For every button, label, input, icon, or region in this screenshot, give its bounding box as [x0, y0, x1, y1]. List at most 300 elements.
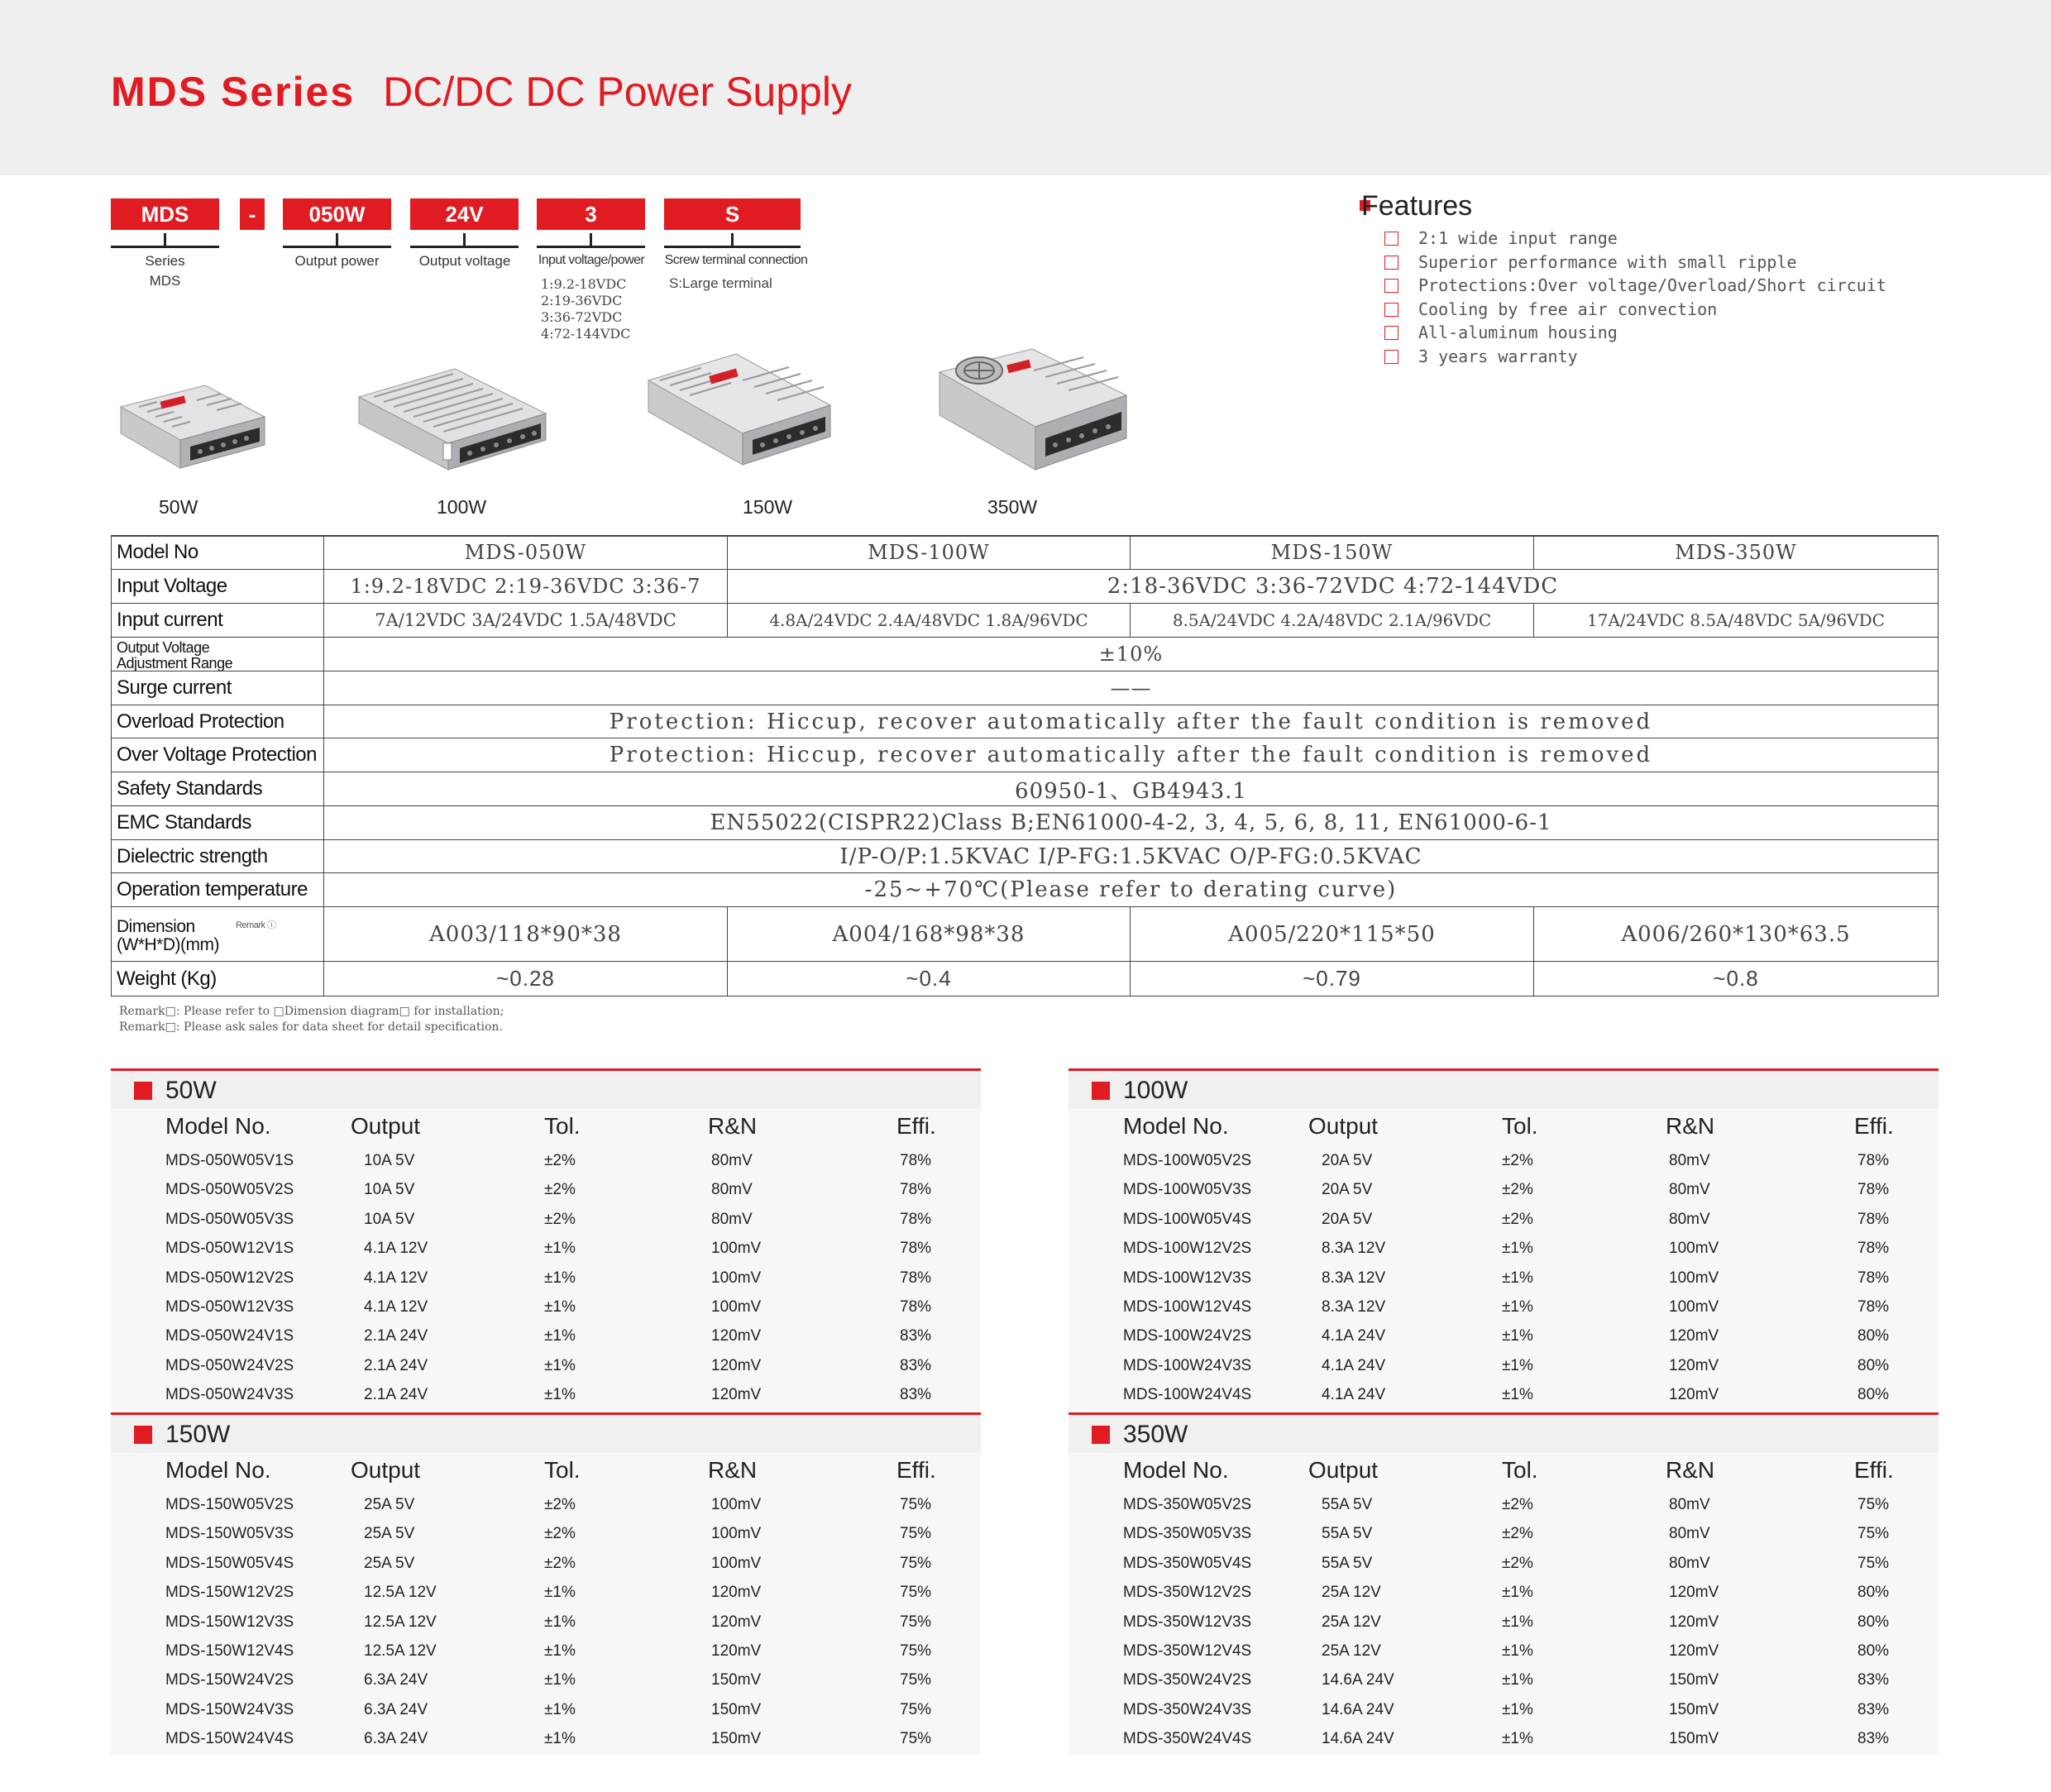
- table-cell: ±2%: [544, 1554, 576, 1572]
- checkbox-icon: [1384, 232, 1398, 246]
- column-header: R&N: [708, 1113, 758, 1139]
- table-cell: 75%: [900, 1671, 932, 1689]
- table-cell: MDS-050W05V2S: [165, 1181, 294, 1199]
- spec-value: 7A/12VDC 3A/24VDC 1.5A/48VDC: [324, 604, 728, 638]
- checkbox-icon: [1384, 256, 1398, 270]
- table-cell: 4.1A 24V: [1322, 1386, 1386, 1404]
- table-cell: 80mV: [1669, 1181, 1710, 1199]
- column-header: Tol.: [544, 1457, 581, 1483]
- spec-value: -25~+70℃(Please refer to derating curve): [324, 873, 1939, 907]
- table-cell: ±1%: [1502, 1730, 1533, 1748]
- features-title: Features: [1361, 190, 1473, 222]
- code-box-voltage: 24V: [410, 198, 519, 230]
- table-cell: 120mV: [1669, 1356, 1719, 1374]
- table-cell: ±1%: [1502, 1240, 1533, 1258]
- spec-label: Weight (Kg): [111, 962, 324, 996]
- product-label-350w: 350W: [987, 496, 1038, 518]
- table-cell: 78%: [900, 1240, 932, 1258]
- table-cell: 80mV: [711, 1152, 753, 1169]
- table-cell: 120mV: [1669, 1584, 1719, 1602]
- spec-value: ~0.79: [1131, 962, 1534, 996]
- input-option-3: 3:36-72VDC: [541, 309, 623, 325]
- table-cell: 14.6A 24V: [1322, 1730, 1394, 1748]
- table-cell: 14.6A 24V: [1322, 1700, 1394, 1718]
- table-cell: MDS-350W12V2S: [1123, 1584, 1252, 1602]
- input-option-2: 2:19-36VDC: [541, 293, 623, 308]
- column-header: R&N: [708, 1457, 758, 1483]
- spec-value: ~0.28: [324, 962, 728, 996]
- table-cell: ±2%: [544, 1496, 576, 1513]
- product-image-100w: [354, 364, 551, 473]
- spec-value: A005/220*115*50: [1131, 907, 1534, 962]
- code-box-input: 3: [537, 198, 645, 230]
- feature-item: 3 years warranty: [1384, 345, 1886, 369]
- table-title-bar: [1069, 1415, 1939, 1453]
- table-cell: 78%: [1857, 1210, 1890, 1228]
- spec-label: Model No: [111, 535, 324, 570]
- spec-value: ——: [324, 671, 1939, 705]
- table-cell: 10A 5V: [364, 1181, 415, 1199]
- table-cell: ±1%: [544, 1386, 576, 1404]
- spec-value: MDS-150W: [1131, 535, 1534, 570]
- column-header: Effi.: [896, 1113, 936, 1139]
- code-box-terminal: S: [664, 198, 801, 230]
- column-header: Effi.: [1854, 1457, 1894, 1483]
- page-title: [111, 68, 852, 116]
- page-subtitle: DC/DC DC Power Supply: [383, 69, 852, 115]
- table-cell: 75%: [900, 1584, 932, 1602]
- table-cell: MDS-100W12V4S: [1123, 1298, 1252, 1316]
- table-cell: 80%: [1857, 1613, 1890, 1631]
- table-cell: MDS-050W24V2S: [165, 1356, 294, 1374]
- table-cell: 4.1A 12V: [364, 1269, 428, 1287]
- table-cell: MDS-150W24V2S: [165, 1671, 294, 1689]
- product-label-150w: 150W: [743, 496, 793, 518]
- table-cell: ±1%: [544, 1671, 576, 1689]
- table-cell: 100mV: [711, 1496, 762, 1513]
- table-cell: 78%: [900, 1269, 932, 1287]
- table-cell: MDS-050W24V1S: [165, 1327, 294, 1345]
- remark-note: Remark ⓘ: [235, 920, 276, 930]
- table-cell: 12.5A 12V: [364, 1584, 437, 1602]
- table-cell: 80mV: [711, 1181, 753, 1199]
- table-bullet: [1092, 1426, 1110, 1444]
- table-cell: 100mV: [711, 1525, 762, 1543]
- column-header: Tol.: [1502, 1113, 1538, 1139]
- code-label-terminal: Screw terminal connection: [664, 253, 808, 267]
- table-title: 350W: [1123, 1421, 1188, 1448]
- table-cell: 78%: [900, 1298, 932, 1316]
- table-cell: 80mV: [1669, 1525, 1710, 1543]
- table-cell: MDS-150W05V2S: [165, 1496, 294, 1513]
- table-cell: ±2%: [1502, 1554, 1533, 1572]
- table-cell: MDS-100W05V2S: [1123, 1152, 1252, 1169]
- table-cell: 80mV: [1669, 1152, 1710, 1169]
- column-header: Model No.: [165, 1113, 271, 1139]
- table-cell: 6.3A 24V: [364, 1671, 428, 1689]
- table-cell: ±1%: [1502, 1269, 1533, 1287]
- column-header: Effi.: [896, 1457, 936, 1483]
- column-header: Model No.: [165, 1457, 271, 1483]
- table-cell: MDS-100W24V3S: [1123, 1356, 1252, 1374]
- feature-item: Protections:Over voltage/Overload/Short circuit: [1384, 274, 1886, 298]
- product-label-50w: 50W: [159, 496, 198, 518]
- table-cell: ±1%: [544, 1240, 576, 1258]
- table-cell: MDS-150W12V4S: [165, 1642, 294, 1660]
- table-cell: 120mV: [1669, 1327, 1719, 1345]
- table-bullet: [134, 1426, 152, 1444]
- spec-label: Overload Protection: [111, 705, 324, 738]
- checkbox-icon: [1384, 303, 1398, 317]
- table-cell: ±2%: [1502, 1210, 1533, 1228]
- table-cell: ±2%: [544, 1210, 576, 1228]
- table-cell: 20A 5V: [1322, 1181, 1373, 1199]
- spec-value: 60950-1、GB4943.1: [324, 772, 1939, 806]
- table-cell: 78%: [1857, 1152, 1890, 1169]
- model-table-50w: [111, 1068, 981, 1403]
- table-cell: MDS-350W05V4S: [1123, 1554, 1252, 1572]
- table-cell: 75%: [1857, 1496, 1890, 1513]
- table-cell: ±2%: [544, 1181, 576, 1199]
- table-cell: 83%: [1857, 1730, 1890, 1748]
- table-cell: ±2%: [1502, 1496, 1533, 1513]
- table-cell: ±1%: [544, 1356, 576, 1374]
- table-cell: 120mV: [711, 1327, 762, 1345]
- table-cell: MDS-350W24V2S: [1123, 1671, 1252, 1689]
- spec-value: MDS-100W: [728, 535, 1131, 570]
- table-cell: ±2%: [544, 1152, 576, 1169]
- table-cell: 83%: [900, 1356, 932, 1374]
- terminal-option: S:Large terminal: [669, 275, 772, 291]
- spec-value: 1:9.2-18VDC 2:19-36VDC 3:36-7: [324, 570, 728, 604]
- table-cell: ±1%: [544, 1327, 576, 1345]
- table-cell: 10A 5V: [364, 1152, 415, 1169]
- table-cell: MDS-150W12V3S: [165, 1613, 294, 1631]
- code-label-voltage: Output voltage: [418, 253, 511, 269]
- table-cell: MDS-050W05V1S: [165, 1152, 294, 1169]
- table-cell: ±1%: [1502, 1642, 1533, 1660]
- table-cell: 100mV: [711, 1554, 762, 1572]
- table-cell: ±1%: [1502, 1700, 1533, 1718]
- series-name: MDS Series: [111, 69, 356, 115]
- table-cell: 2.1A 24V: [364, 1386, 428, 1404]
- table-cell: 150mV: [711, 1671, 762, 1689]
- model-table-350w: [1069, 1412, 1939, 1747]
- table-cell: 25A 12V: [1322, 1613, 1381, 1631]
- feature-item: Superior performance with small ripple: [1384, 251, 1886, 275]
- code-tick: [164, 233, 166, 246]
- spec-value: ~0.8: [1534, 962, 1939, 996]
- table-cell: 10A 5V: [364, 1210, 415, 1228]
- table-cell: ±1%: [1502, 1298, 1533, 1316]
- table-cell: MDS-350W12V4S: [1123, 1642, 1252, 1660]
- code-tick: [731, 233, 734, 246]
- code-sub-series: MDS: [149, 273, 181, 289]
- table-cell: MDS-050W12V3S: [165, 1298, 294, 1316]
- spec-value: MDS-350W: [1534, 535, 1939, 570]
- model-table-150w: [111, 1412, 981, 1747]
- table-title-bar: [111, 1415, 981, 1453]
- table-cell: ±2%: [1502, 1181, 1533, 1199]
- checkbox-icon: [1384, 279, 1398, 293]
- table-cell: 75%: [1857, 1525, 1890, 1543]
- input-option-1: 1:9.2-18VDC: [541, 276, 627, 292]
- product-image-350w: [935, 346, 1133, 475]
- table-cell: ±1%: [1502, 1356, 1533, 1374]
- table-cell: 100mV: [1669, 1298, 1719, 1316]
- spec-value: MDS-050W: [324, 535, 728, 570]
- code-tick: [336, 233, 338, 246]
- table-cell: 120mV: [711, 1356, 762, 1374]
- table-title-bar: [111, 1071, 981, 1109]
- spec-table: [111, 535, 1939, 998]
- table-cell: MDS-150W24V3S: [165, 1700, 294, 1718]
- table-cell: MDS-100W05V3S: [1123, 1181, 1252, 1199]
- column-header: Effi.: [1854, 1113, 1894, 1139]
- table-cell: 78%: [1857, 1298, 1890, 1316]
- table-cell: 150mV: [1669, 1700, 1719, 1718]
- table-cell: 120mV: [1669, 1386, 1719, 1404]
- column-header: R&N: [1666, 1113, 1715, 1139]
- table-cell: 80mV: [1669, 1496, 1710, 1513]
- column-header: Tol.: [1502, 1457, 1538, 1483]
- checkbox-icon: [1384, 326, 1398, 340]
- table-cell: 100mV: [711, 1298, 762, 1316]
- table-cell: 6.3A 24V: [364, 1700, 428, 1718]
- table-cell: 55A 5V: [1322, 1525, 1373, 1543]
- spec-value: A003/118*90*38: [324, 907, 728, 962]
- table-cell: 80%: [1857, 1386, 1890, 1404]
- spec-label: Output Voltage Adjustment Range: [111, 638, 324, 671]
- table-cell: 150mV: [711, 1730, 762, 1748]
- table-cell: 25A 5V: [364, 1496, 415, 1513]
- table-cell: MDS-050W12V1S: [165, 1240, 294, 1258]
- feature-item: All-aluminum housing: [1384, 321, 1886, 345]
- table-cell: 120mV: [1669, 1613, 1719, 1631]
- table-cell: 75%: [900, 1554, 932, 1572]
- table-cell: ±1%: [544, 1700, 576, 1718]
- table-cell: 75%: [900, 1730, 932, 1748]
- table-cell: 4.1A 24V: [1322, 1327, 1386, 1345]
- column-header: Model No.: [1123, 1113, 1229, 1139]
- table-title: 100W: [1123, 1077, 1188, 1104]
- spec-label: EMC Standards: [111, 806, 324, 840]
- table-cell: 6.3A 24V: [364, 1730, 428, 1748]
- table-cell: 75%: [900, 1525, 932, 1543]
- table-cell: 14.6A 24V: [1322, 1671, 1394, 1689]
- table-cell: 120mV: [711, 1642, 762, 1660]
- code-box-series: MDS: [111, 198, 219, 230]
- table-cell: 75%: [900, 1642, 932, 1660]
- table-cell: 80%: [1857, 1584, 1890, 1602]
- spec-value: I/P-O/P:1.5KVAC I/P-FG:1.5KVAC O/P-FG:0.5KVAC: [324, 840, 1939, 873]
- table-cell: 25A 12V: [1322, 1642, 1381, 1660]
- spec-remarks: [119, 1004, 504, 1035]
- table-cell: 80mV: [1669, 1554, 1710, 1572]
- table-cell: MDS-100W24V2S: [1123, 1327, 1252, 1345]
- table-cell: 75%: [900, 1613, 932, 1631]
- remark-line: Remark□: Please refer to □Dimension diagram□ for installation;: [119, 1005, 504, 1018]
- code-label-input: Input voltage/power: [538, 253, 645, 267]
- table-cell: ±1%: [1502, 1671, 1533, 1689]
- code-tick: [463, 233, 466, 246]
- table-cell: ±1%: [544, 1584, 576, 1602]
- table-cell: ±1%: [1502, 1613, 1533, 1631]
- table-cell: 78%: [900, 1181, 932, 1199]
- input-option-4: 4:72-144VDC: [541, 326, 631, 342]
- table-cell: MDS-350W24V4S: [1123, 1730, 1252, 1748]
- table-cell: 83%: [1857, 1671, 1890, 1689]
- table-cell: ±1%: [544, 1642, 576, 1660]
- table-cell: 12.5A 12V: [364, 1642, 437, 1660]
- table-cell: MDS-350W12V3S: [1123, 1613, 1252, 1631]
- table-cell: 120mV: [711, 1613, 762, 1631]
- spec-value: 17A/24VDC 8.5A/48VDC 5A/96VDC: [1534, 604, 1939, 638]
- table-cell: ±2%: [1502, 1525, 1533, 1543]
- table-cell: 100mV: [711, 1269, 762, 1287]
- table-cell: ±1%: [544, 1613, 576, 1631]
- table-cell: MDS-050W12V2S: [165, 1269, 294, 1287]
- spec-label: Operation temperature: [111, 873, 324, 907]
- table-cell: 20A 5V: [1322, 1152, 1373, 1169]
- features-list: [1384, 227, 1886, 368]
- table-cell: ±2%: [544, 1525, 576, 1543]
- table-cell: 80%: [1857, 1642, 1890, 1660]
- table-cell: MDS-150W24V4S: [165, 1730, 294, 1748]
- table-cell: 78%: [900, 1152, 932, 1169]
- spec-label: Input current: [111, 604, 324, 638]
- table-cell: 150mV: [1669, 1671, 1719, 1689]
- table-cell: 4.1A 12V: [364, 1240, 428, 1258]
- spec-value: 2:18-36VDC 3:36-72VDC 4:72-144VDC: [728, 570, 1939, 604]
- table-cell: MDS-100W05V4S: [1123, 1210, 1252, 1228]
- table-cell: MDS-050W05V3S: [165, 1210, 294, 1228]
- table-cell: 83%: [900, 1327, 932, 1345]
- spec-value: ±10%: [324, 638, 1939, 671]
- table-cell: MDS-100W12V2S: [1123, 1240, 1252, 1258]
- table-cell: 4.1A 24V: [1322, 1356, 1386, 1374]
- table-cell: 75%: [900, 1496, 932, 1513]
- table-cell: 8.3A 12V: [1322, 1240, 1386, 1258]
- spec-value: Protection: Hiccup, recover automatically after the fault condition is removed: [324, 738, 1939, 772]
- table-cell: 100mV: [711, 1240, 762, 1258]
- table-bullet: [1092, 1082, 1110, 1100]
- table-title: 150W: [165, 1421, 231, 1448]
- table-cell: 150mV: [1669, 1730, 1719, 1748]
- table-cell: 80%: [1857, 1327, 1890, 1345]
- table-cell: 8.3A 12V: [1322, 1269, 1386, 1287]
- table-cell: 80mV: [1669, 1210, 1710, 1228]
- spec-value: A004/168*98*38: [728, 907, 1131, 962]
- table-cell: 75%: [1857, 1554, 1890, 1572]
- spec-value: EN55022(CISPR22)Class B;EN61000-4-2, 3, 4, 5, 6, 8, 11, EN61000-6-1: [324, 806, 1939, 840]
- spec-value: Protection: Hiccup, recover automatically after the fault condition is removed: [324, 705, 1939, 738]
- table-cell: 78%: [1857, 1269, 1890, 1287]
- product-image-50w: [114, 382, 271, 475]
- table-cell: 25A 5V: [364, 1525, 415, 1543]
- table-cell: 12.5A 12V: [364, 1613, 437, 1631]
- table-cell: MDS-150W05V3S: [165, 1525, 294, 1543]
- spec-value: ~0.4: [728, 962, 1131, 996]
- spec-value: 8.5A/24VDC 4.2A/48VDC 2.1A/96VDC: [1131, 604, 1534, 638]
- table-cell: 25A 12V: [1322, 1584, 1381, 1602]
- table-cell: 2.1A 24V: [364, 1327, 428, 1345]
- column-header: R&N: [1666, 1457, 1715, 1483]
- table-cell: 78%: [1857, 1240, 1890, 1258]
- table-cell: ±1%: [1502, 1386, 1533, 1404]
- model-table-100w: [1069, 1068, 1939, 1403]
- spec-value: 4.8A/24VDC 2.4A/48VDC 1.8A/96VDC: [728, 604, 1131, 638]
- table-cell: 78%: [1857, 1181, 1890, 1199]
- table-cell: MDS-350W05V2S: [1123, 1496, 1252, 1513]
- table-cell: ±2%: [1502, 1152, 1533, 1169]
- code-box-dash: -: [240, 198, 265, 230]
- product-image-150w: [643, 351, 835, 470]
- table-cell: MDS-050W24V3S: [165, 1386, 294, 1404]
- table-cell: 83%: [1857, 1700, 1890, 1718]
- header-band: [0, 0, 2051, 175]
- remark-line: Remark□: Please ask sales for data sheet for detail specification.: [119, 1020, 503, 1034]
- table-cell: MDS-100W24V4S: [1123, 1386, 1252, 1404]
- table-cell: MDS-150W12V2S: [165, 1584, 294, 1602]
- column-header: Tol.: [544, 1113, 581, 1139]
- table-title-bar: [1069, 1071, 1939, 1109]
- table-cell: 78%: [900, 1210, 932, 1228]
- table-cell: MDS-100W12V3S: [1123, 1269, 1252, 1287]
- spec-label: Dielectric strength: [111, 840, 324, 873]
- spec-label: Dimension (W*H*D)(mm) Remark ⓘ: [111, 907, 324, 962]
- table-cell: 120mV: [1669, 1642, 1719, 1660]
- table-cell: ±1%: [1502, 1327, 1533, 1345]
- table-cell: 25A 5V: [364, 1554, 415, 1572]
- table-cell: MDS-350W05V3S: [1123, 1525, 1252, 1543]
- product-label-100w: 100W: [437, 496, 487, 518]
- code-box-power: 050W: [283, 198, 391, 230]
- feature-item: 2:1 wide input range: [1384, 227, 1886, 251]
- code-label-power: Output power: [294, 253, 380, 269]
- table-cell: 20A 5V: [1322, 1210, 1373, 1228]
- table-cell: ±1%: [544, 1269, 576, 1287]
- table-cell: 80%: [1857, 1356, 1890, 1374]
- table-cell: 75%: [900, 1700, 932, 1718]
- table-cell: 2.1A 24V: [364, 1356, 428, 1374]
- table-cell: 100mV: [1669, 1269, 1719, 1287]
- table-cell: ±1%: [1502, 1584, 1533, 1602]
- table-cell: MDS-150W05V4S: [165, 1554, 294, 1572]
- spec-label: Input Voltage: [111, 570, 324, 604]
- spec-value: A006/260*130*63.5: [1534, 907, 1939, 962]
- table-cell: 55A 5V: [1322, 1554, 1373, 1572]
- checkbox-icon: [1384, 350, 1398, 364]
- table-title: 50W: [165, 1077, 217, 1104]
- column-header: Output: [1308, 1457, 1379, 1483]
- table-cell: 4.1A 12V: [364, 1298, 428, 1316]
- table-cell: ±1%: [544, 1298, 576, 1316]
- column-header: Output: [351, 1457, 421, 1483]
- table-cell: 120mV: [711, 1386, 762, 1404]
- table-cell: ±1%: [544, 1730, 576, 1748]
- table-cell: 100mV: [1669, 1240, 1719, 1258]
- table-cell: 8.3A 12V: [1322, 1298, 1386, 1316]
- spec-label: Over Voltage Protection: [111, 738, 324, 772]
- code-tick: [590, 233, 592, 246]
- table-cell: MDS-350W24V3S: [1123, 1700, 1252, 1718]
- feature-item: Cooling by free air convection: [1384, 298, 1886, 322]
- spec-label: Safety Standards: [111, 772, 324, 806]
- column-header: Model No.: [1123, 1457, 1229, 1483]
- column-header: Output: [351, 1113, 421, 1139]
- table-bullet: [134, 1082, 152, 1100]
